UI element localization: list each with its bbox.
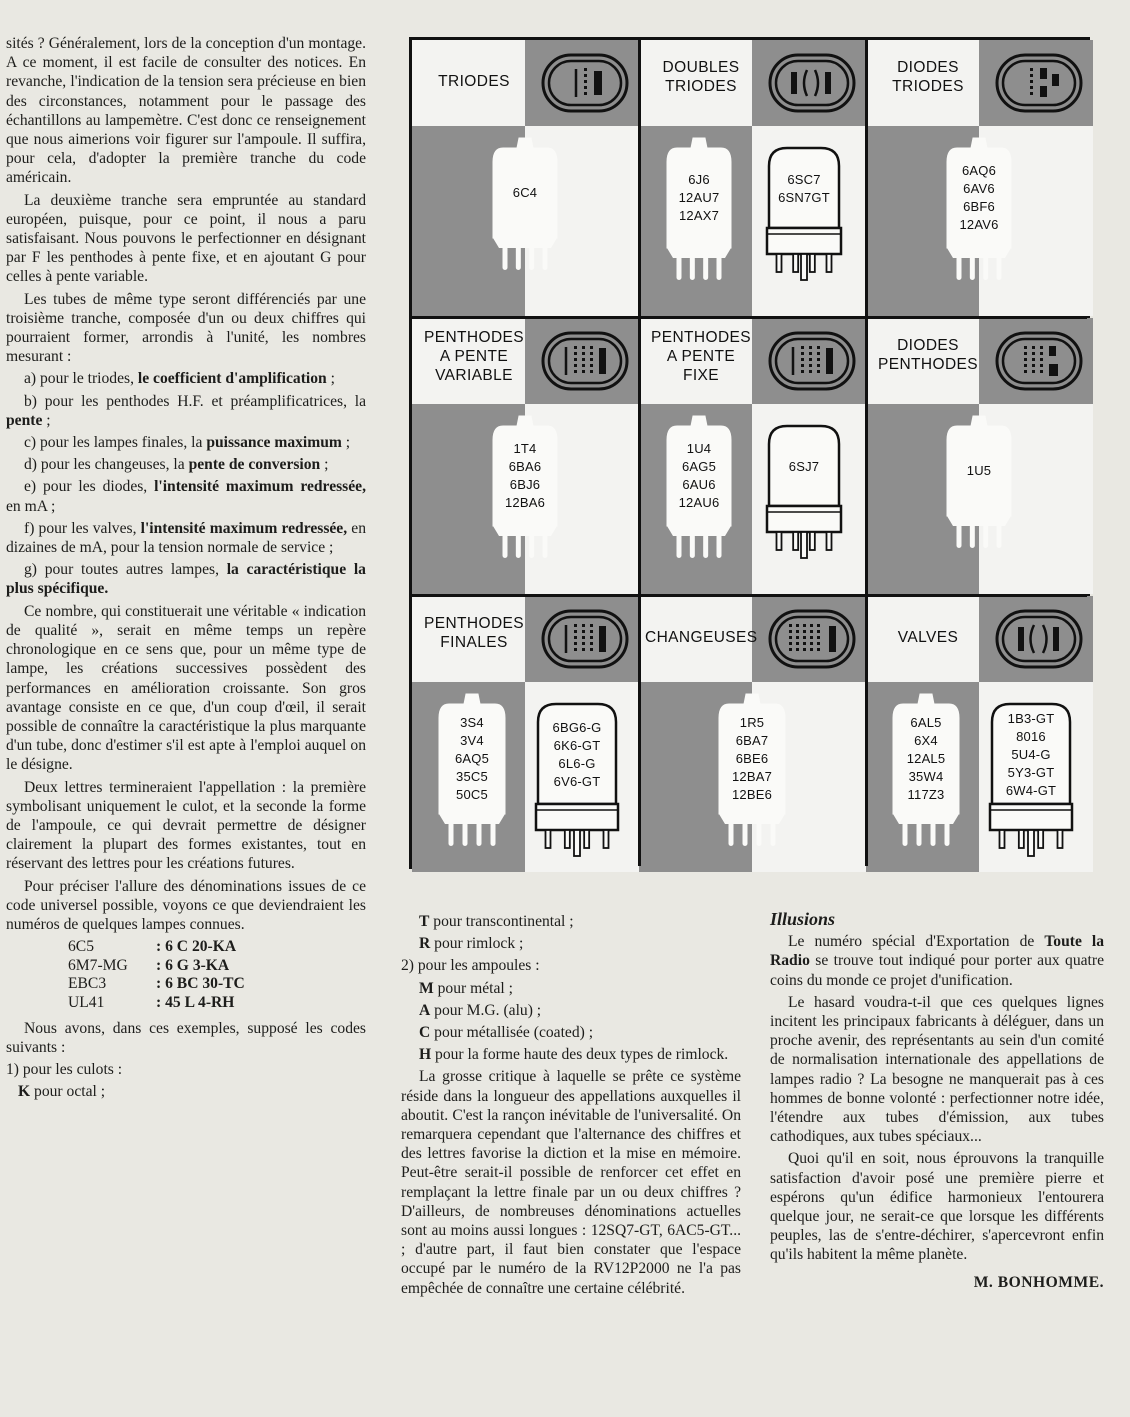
- list-item: [419, 979, 741, 998]
- envelope-inner: [1003, 339, 1075, 383]
- criteria-item: [6, 455, 366, 474]
- tube-category-cell: [412, 596, 639, 872]
- tube-drawings: [866, 126, 1093, 316]
- tube-type-label: 12BA7: [731, 769, 773, 784]
- tube-category-cell: [412, 318, 639, 594]
- paragraph: Nous avons, dans ces exemples, supposé les codes suivants :: [6, 1019, 366, 1056]
- tube-type-label: 6SJ7: [788, 459, 820, 474]
- text: Le numéro spécial d'Exportation de: [788, 933, 1045, 951]
- schematic-symbol-icon: [540, 608, 630, 670]
- schematic-symbol-icon: [994, 608, 1084, 670]
- tube-drawings: [866, 404, 1093, 594]
- category-title-line: FINALES: [440, 634, 508, 651]
- author-signature: M. BONHOMME.: [973, 1273, 1104, 1291]
- electrode-symbol: [566, 346, 606, 375]
- code-letter: K: [18, 1083, 31, 1101]
- tube-type-label: 6SN7GT: [778, 190, 830, 205]
- schematic-symbol-icon: [767, 608, 857, 670]
- tube-type-label: 6W4-GT: [1005, 783, 1057, 798]
- category-title: [645, 328, 757, 385]
- code-text: pour rimlock ;: [430, 935, 524, 953]
- miniature-tube: [493, 416, 557, 558]
- category-title-line: DOUBLES: [662, 59, 740, 76]
- code-letter: C: [419, 1024, 431, 1042]
- tube-type-label: 6AV6: [963, 181, 995, 196]
- category-title: [418, 328, 530, 385]
- tube-type-label: 6BG6-G: [552, 720, 602, 735]
- category-title-line: VALVES: [897, 629, 959, 646]
- tube-category-cell: [866, 318, 1093, 594]
- paragraph: Les tubes de même type seront différenciés par une troisième tranche, composée d'un ou deux chiffres qui pourraient former, arrondis à l'unité, les nombres mesurant :: [6, 290, 366, 366]
- old-code: EBC3: [68, 975, 107, 993]
- tube-category-cell: [412, 40, 639, 316]
- octal-tube: [990, 704, 1072, 856]
- old-code: 6C5: [68, 938, 94, 956]
- tube-type-label: 6AG5: [681, 459, 717, 474]
- category-title-line: TRIODES: [665, 78, 737, 95]
- paragraph: La grosse critique à laquelle se prête ce système réside dans la longueur des appellations auxquelles il aboutit. C'est la rançon inévitable de l'universalité. On remarquera cependant que l'alternance des chiffres et des lettres favorise la diction et la mise en mémoire. Peut-être serait-il possible de renforcer cet effet en remplaçant la lettre finale par un ou deux chiffres ? D'ailleurs, de nombreuses dénominations actuelles sont au moins aussi longues : 12SQ7-GT, 6AC5-GT... ; d'autre part, il faut bien constater que l'espace occupé par le numéro de la RV12P2000 ne l'a pas empêchée de connaître une certaine célébrité.: [401, 1068, 741, 1297]
- tube-type-label: 12AU7: [678, 190, 720, 205]
- grid-divider: [865, 40, 868, 866]
- middle-column: [401, 912, 741, 1301]
- envelope-outline: [997, 333, 1081, 389]
- category-title-line: A PENTE: [666, 348, 736, 365]
- electrode-symbol: [1030, 68, 1059, 97]
- tube-type-label: 6K6-GT: [553, 738, 601, 753]
- code-letter: A: [419, 1001, 431, 1019]
- electrode-symbol: [576, 68, 602, 97]
- tube-type-label: 12BE6: [731, 787, 773, 802]
- item-text: en mA ;: [6, 497, 56, 515]
- schematic-symbol-icon: [540, 52, 630, 114]
- tube-type-label: 35C5: [456, 769, 488, 784]
- item-text: f) pour les valves,: [24, 519, 141, 537]
- code-letter: M: [419, 979, 434, 997]
- paragraph: Deux lettres termineraient l'appellation : la première symbolisant uniquement le culot, et la seconde la forme de l'ampoule, ce qui devrait permettre de désigner clairement la plupart des formes existantes, tout en réservant des lettres pour les créations futures.: [6, 778, 366, 873]
- tube-type-label: 6X4: [914, 733, 938, 748]
- octal-tube: [536, 704, 618, 856]
- list-item: [6, 1082, 366, 1101]
- tube-type-label: 12AL5: [906, 751, 946, 766]
- miniature-tube: [439, 694, 505, 846]
- tube-type-label: 1U4: [686, 441, 712, 456]
- envelope-outline: [997, 611, 1081, 667]
- miniature-tube: [893, 694, 959, 846]
- category-title-line: FIXE: [682, 367, 720, 384]
- section-heading: Illusions: [770, 909, 836, 929]
- item-text: c) pour les lampes finales, la: [24, 434, 207, 452]
- electrode-symbol: [1018, 625, 1059, 653]
- grid-divider: [638, 40, 641, 866]
- paragraph: Quoi qu'il en soit, nous éprouvons la tranquille satisfaction d'avoir posé une première pierre et espérons qu'un édifice harmonieux l'entourera quelque jour, ne serait-ce que lorsque les différents peuples, las de s'entre-déchirer, s'apercevront enfin qu'ils habitent la même planète.: [770, 1150, 1104, 1264]
- item-emphasis: pente de conversion: [188, 456, 321, 474]
- code-row: [68, 975, 366, 994]
- tube-type-label: 6C4: [512, 185, 538, 200]
- schematic-symbol-icon: [767, 52, 857, 114]
- envelope-inner: [1003, 617, 1075, 661]
- tube-type-label: 6AQ5: [454, 751, 490, 766]
- category-title: [872, 336, 984, 374]
- item-text: b) pour les penthodes H.F. et préamplificatrices, la: [24, 392, 366, 410]
- code-row: [68, 938, 366, 957]
- tube-type-label: 12BA6: [504, 495, 546, 510]
- tube-drawings: [639, 126, 866, 316]
- new-code: : 45 L 4-RH: [156, 993, 235, 1011]
- list-item: [419, 1023, 741, 1042]
- item-emphasis: le coefficient d'amplification: [137, 370, 327, 388]
- old-code: UL41: [68, 993, 105, 1011]
- category-title: [418, 614, 530, 652]
- category-title-line: PENTHODES: [877, 356, 979, 373]
- paragraph: sités ? Généralement, lors de la conception d'un montage. A ce moment, il est facile de consulter des notices. En revanche, l'indication de la tension sera précieuse en bien des circonstances, notamment pour le passage des échantillons au lampemètre. C'est donc ce renseignement que nous aimerions voir figurer sur l'ampoule. Il suffira, pour cela, d'adopter la première tranche du code américain.: [6, 35, 366, 187]
- grid-divider: [412, 316, 1087, 319]
- electrode-symbol: [1024, 346, 1058, 376]
- new-code: : 6 BC 30-TC: [156, 975, 245, 993]
- envelope-inner: [776, 61, 848, 105]
- schematic-symbol-icon: [994, 52, 1084, 114]
- left-column: [6, 34, 366, 1104]
- item-emphasis: l'intensité maximum redressée,: [140, 519, 348, 537]
- tube-type-label: 8016: [1016, 729, 1046, 744]
- tube-type-label: 3S4: [460, 715, 484, 730]
- tube-type-label: 5Y3-GT: [1007, 765, 1055, 780]
- category-title-line: DIODES: [897, 59, 959, 76]
- tube-type-label: 6BE6: [735, 751, 769, 766]
- electrode-symbol: [791, 70, 831, 96]
- new-code: : 6 C 20-KA: [156, 938, 237, 956]
- tube-type-label: 6J6: [688, 172, 710, 187]
- item-emphasis: l'intensité maximum redressée,: [154, 478, 366, 496]
- item-text: ;: [341, 434, 351, 452]
- schematic-symbol-icon: [540, 330, 630, 392]
- paragraph: Ce nombre, qui constituerait une véritable « indication de qualité », serait en même temps un repère chronologique en ce sens que, pour un même type de lampe, les créations successives possèdent des performances en amélioration croissante. Son gros avantage consiste en ce que, d'un coup d'œil, il serait possible de connaître la caractéristique la plus marquante d'un tube, donc d'estimer s'il est apte à l'emploi auquel on le désigne.: [6, 602, 366, 774]
- electrode-symbol: [789, 624, 836, 652]
- tube-type-label: 6BJ6: [509, 477, 541, 492]
- new-code: : 6 G 3-KA: [156, 956, 230, 974]
- tube-type-label: 6AL5: [910, 715, 942, 730]
- list-heading: 1) pour les culots :: [6, 1060, 123, 1078]
- item-text: ;: [42, 411, 51, 429]
- code-row: [68, 994, 366, 1013]
- tube-drawings: [639, 682, 866, 872]
- category-title-line: PENTHODES: [650, 329, 752, 346]
- item-text: ;: [326, 370, 335, 388]
- item-emphasis: puissance maximum: [206, 434, 342, 452]
- item-text: g) pour toutes autres lampes,: [24, 561, 227, 579]
- category-title-line: PENTHODES: [423, 329, 525, 346]
- tube-type-label: 1U5: [966, 463, 992, 478]
- category-title: [872, 58, 984, 96]
- tube-drawings: [412, 126, 639, 316]
- grid-divider: [412, 594, 1087, 597]
- tube-type-label: 6V6-GT: [553, 774, 601, 789]
- tube-drawings: [866, 682, 1093, 872]
- octal-tube: [767, 148, 841, 280]
- tube-type-label: 6AQ6: [961, 163, 997, 178]
- tube-category-cell: [866, 40, 1093, 316]
- item-emphasis: la caractéristique la plus spécifique.: [6, 561, 366, 598]
- tube-type-label: 35W4: [908, 769, 944, 784]
- category-title-line: A PENTE: [439, 348, 509, 365]
- tube-type-label: 1R5: [739, 715, 765, 730]
- criteria-item: [6, 560, 366, 598]
- category-title: [645, 58, 757, 96]
- tube-type-label: 12AV6: [959, 217, 999, 232]
- tube-drawings: [412, 404, 639, 594]
- tube-type-label: 50C5: [456, 787, 488, 802]
- list-item: [419, 1001, 741, 1020]
- tube-type-label: 6BA6: [508, 459, 542, 474]
- electrode-symbol: [793, 346, 833, 375]
- category-title-line: DIODES: [897, 337, 959, 354]
- octal-tube: [767, 426, 841, 558]
- item-text: e) pour les diodes,: [24, 478, 155, 496]
- text: se trouve tout indiqué pour porter aux quatre coins du monde ce projet d'unification.: [770, 952, 1104, 989]
- tube-classification-grid: [409, 37, 1090, 869]
- tube-type-label: 12AX7: [678, 208, 720, 223]
- old-code: 6M7-MG: [68, 956, 128, 974]
- criteria-item: [6, 392, 366, 430]
- list-heading: 2) pour les ampoules :: [401, 957, 540, 975]
- miniature-tube: [947, 416, 1011, 548]
- miniature-tube: [493, 138, 557, 270]
- category-title: [872, 628, 984, 647]
- electrode-symbol: [566, 624, 606, 653]
- category-title-line: VARIABLE: [435, 367, 513, 384]
- tube-category-cell: [639, 596, 866, 872]
- criteria-item: [6, 477, 366, 515]
- criteria-item: [6, 519, 366, 557]
- category-title-line: PENTHODES: [423, 615, 525, 632]
- criteria-item: [6, 369, 366, 388]
- item-text: a) pour le triodes,: [24, 370, 138, 388]
- schematic-symbol-icon: [767, 330, 857, 392]
- code-text: pour octal ;: [30, 1083, 106, 1101]
- miniature-tube: [667, 416, 731, 558]
- code-text: pour transcontinental ;: [429, 913, 574, 930]
- paragraph: Le hasard voudra-t-il que ces quelques lignes incitent les principaux fabricants à déléguer, dans un proche avenir, des représentants au sein d'un comité de normalisation internationale des appellations de lampes radio ? La besogne ne manquerait pas à ces hommes de bonne volonté : perfectionner notre idée, l'étendre aux tubes d'émission, aux tubes cathodiques, aux tubes spéciaux...: [770, 993, 1104, 1146]
- code-text: pour M.G. (alu) ;: [430, 1001, 542, 1019]
- tube-type-label: 6SC7: [787, 172, 821, 187]
- code-text: pour métallisée (coated) ;: [430, 1024, 594, 1042]
- paragraph: [770, 932, 1104, 990]
- tube-type-label: 5U4-G: [1011, 747, 1051, 762]
- code-examples: [68, 938, 366, 1012]
- envelope-outline: [997, 55, 1081, 111]
- code-letter: T: [419, 913, 430, 930]
- item-emphasis: pente: [6, 411, 43, 429]
- item-text: en dizaines de mA, pour la tension normale de service ;: [6, 519, 367, 557]
- code-row: [68, 957, 366, 976]
- tube-drawings: [639, 404, 866, 594]
- envelope-outline: [770, 55, 854, 111]
- code-text: pour la forme haute des deux types de rimlock.: [431, 1046, 729, 1064]
- tube-type-label: 1B3-GT: [1007, 711, 1055, 726]
- category-title-line: CHANGEUSES: [645, 629, 758, 646]
- list-item: [419, 912, 741, 931]
- tube-category-cell: [639, 318, 866, 594]
- code-letter: H: [419, 1046, 432, 1064]
- tube-type-label: 1T4: [513, 441, 537, 456]
- criteria-item: [6, 433, 366, 452]
- tube-type-label: 117Z3: [907, 787, 945, 802]
- miniature-tube: [947, 138, 1011, 280]
- tube-drawings: [412, 682, 639, 872]
- schematic-symbol-icon: [994, 330, 1084, 392]
- tube-category-cell: [639, 40, 866, 316]
- tube-type-label: 6BF6: [963, 199, 995, 214]
- list-item: [419, 934, 741, 953]
- tube-category-cell: [866, 596, 1093, 872]
- list-item: [419, 1045, 741, 1064]
- right-column: [770, 910, 1104, 1292]
- item-text: d) pour les changeuses, la: [24, 456, 189, 474]
- code-letter: R: [419, 935, 431, 953]
- tube-type-label: 6AU6: [682, 477, 716, 492]
- paragraph: Pour préciser l'allure des dénominations issues de ce code universel possible, voyons ce que deviendraient les numéros de quelques lampes connues.: [6, 877, 366, 933]
- envelope-inner: [1003, 61, 1075, 105]
- miniature-tube: [719, 694, 785, 846]
- category-title-line: TRIODES: [892, 78, 964, 95]
- tube-type-label: 12AU6: [678, 495, 720, 510]
- tube-type-label: 3V4: [460, 733, 484, 748]
- category-title: [418, 72, 530, 91]
- paragraph: La deuxième tranche sera empruntée au standard européen, puisque, pour ce point, il nous a paru satisfaisant. Nous pouvons le perfectionner en désignant par F les penthodes à pente fixe, et en ajoutant G pour celles à pente variable.: [6, 191, 366, 286]
- category-title: [645, 628, 757, 647]
- category-title-line: TRIODES: [438, 73, 510, 90]
- magazine-name: Toute la Radio: [770, 933, 1104, 970]
- miniature-tube: [667, 138, 731, 280]
- item-text: ;: [320, 456, 329, 474]
- code-text: pour métal ;: [433, 979, 513, 997]
- criteria-list: [6, 369, 366, 598]
- tube-type-label: 6L6-G: [558, 756, 596, 771]
- tube-type-label: 6BA7: [735, 733, 769, 748]
